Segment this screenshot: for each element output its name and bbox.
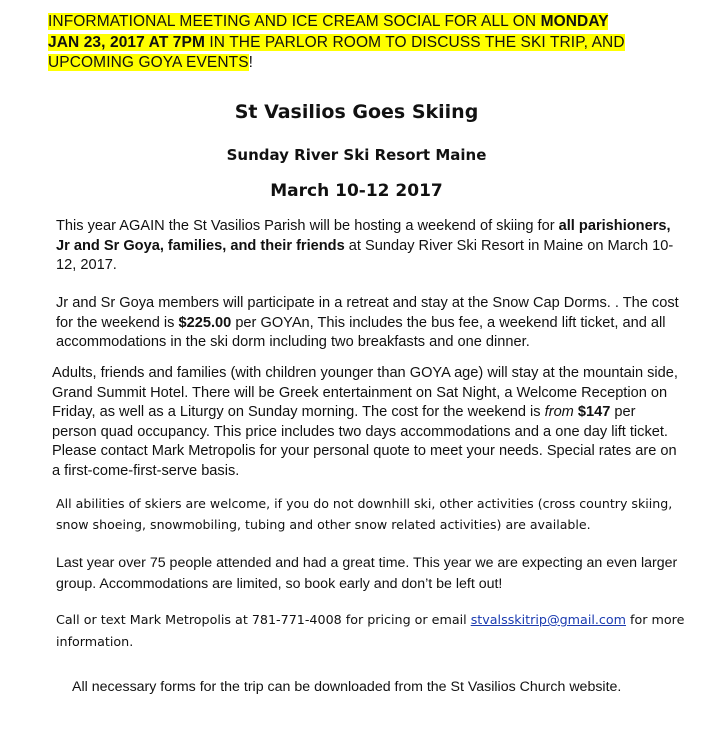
banner-exclamation: ! bbox=[248, 54, 254, 71]
abilities-paragraph: All abilities of skiers are welcome, if you do not downhill ski, other activities (cross country skiing, snow shoeing, snowmobiling, tubing and other snow related activities) are available. bbox=[56, 496, 673, 532]
adults-text-b: per person quad occupancy. This price includes two days accommodations and a one day lift ticket. Please contact Mark Metropolis for your personal quote to meet your needs. Special rates are on a first-come-first-serve basis. bbox=[52, 404, 677, 479]
intro-audience: all parishioners, Jr and Sr Goya, families, and their friends bbox=[56, 218, 671, 254]
goya-text-b: per GOYAn, This includes the bus fee, a weekend lift ticket, and all accommodations in the ski dorm including two breakfasts and one dinner. bbox=[56, 314, 666, 350]
goya-text-a: Jr and Sr Goya members will participate in a retreat and stay at the Snow Cap Dorms. . The cost for the weekend is bbox=[56, 295, 679, 331]
forms-paragraph: All necessary forms for the trip can be downloaded from the St Vasilios Church website. bbox=[72, 679, 622, 695]
banner-text-part2: IN THE PARLOR ROOM TO DISCUSS THE SKI TRIP, AND UPCOMING GOYA EVENTS bbox=[48, 33, 625, 71]
announcement-banner bbox=[48, 12, 638, 74]
last-year-paragraph: Last year over 75 people attended and had a great time. This year we are expecting an even larger group. Accommodations are limited, so book early and don’t be left out! bbox=[56, 555, 678, 592]
resort-heading: Sunday River Ski Resort Maine bbox=[226, 146, 487, 164]
adults-paragraph bbox=[52, 364, 682, 481]
email-link[interactable]: stvalsskitrip@gmail.com bbox=[470, 612, 626, 627]
goya-paragraph bbox=[56, 294, 686, 353]
dates-heading: March 10-12 2017 bbox=[270, 181, 443, 201]
intro-paragraph bbox=[56, 217, 686, 276]
banner-text-part1: INFORMATIONAL MEETING AND ICE CREAM SOCIAL FOR ALL ON bbox=[48, 13, 541, 30]
adults-from: from bbox=[544, 404, 574, 420]
banner-highlight bbox=[48, 13, 625, 71]
contact-text-a: Call or text Mark Metropolis at 781-771-4008 for pricing or email bbox=[56, 612, 471, 627]
banner-meeting-date: MONDAY JAN 23, 2017 AT 7PM bbox=[48, 13, 609, 51]
adults-price: $147 bbox=[577, 404, 611, 420]
intro-text-a: This year AGAIN the St Vasilios Parish will be hosting a weekend of skiing for bbox=[56, 218, 559, 234]
goya-price: $225.00 bbox=[178, 314, 232, 331]
page-title: St Vasilios Goes Skiing bbox=[234, 101, 479, 123]
contact-text-b: for more information. bbox=[56, 612, 685, 649]
adults-text-a: Adults, friends and families (with children younger than GOYA age) will stay at the mountain side, Grand Summit Hotel. There will be Greek entertainment on Sat Night, a Welcome Reception on Friday, as well as a Liturgy on Sunday morning. The cost for the weekend is bbox=[52, 365, 678, 420]
intro-text-b: at Sunday River Ski Resort in Maine on March 10-12, 2017. bbox=[56, 237, 674, 273]
contact-paragraph bbox=[56, 609, 686, 653]
